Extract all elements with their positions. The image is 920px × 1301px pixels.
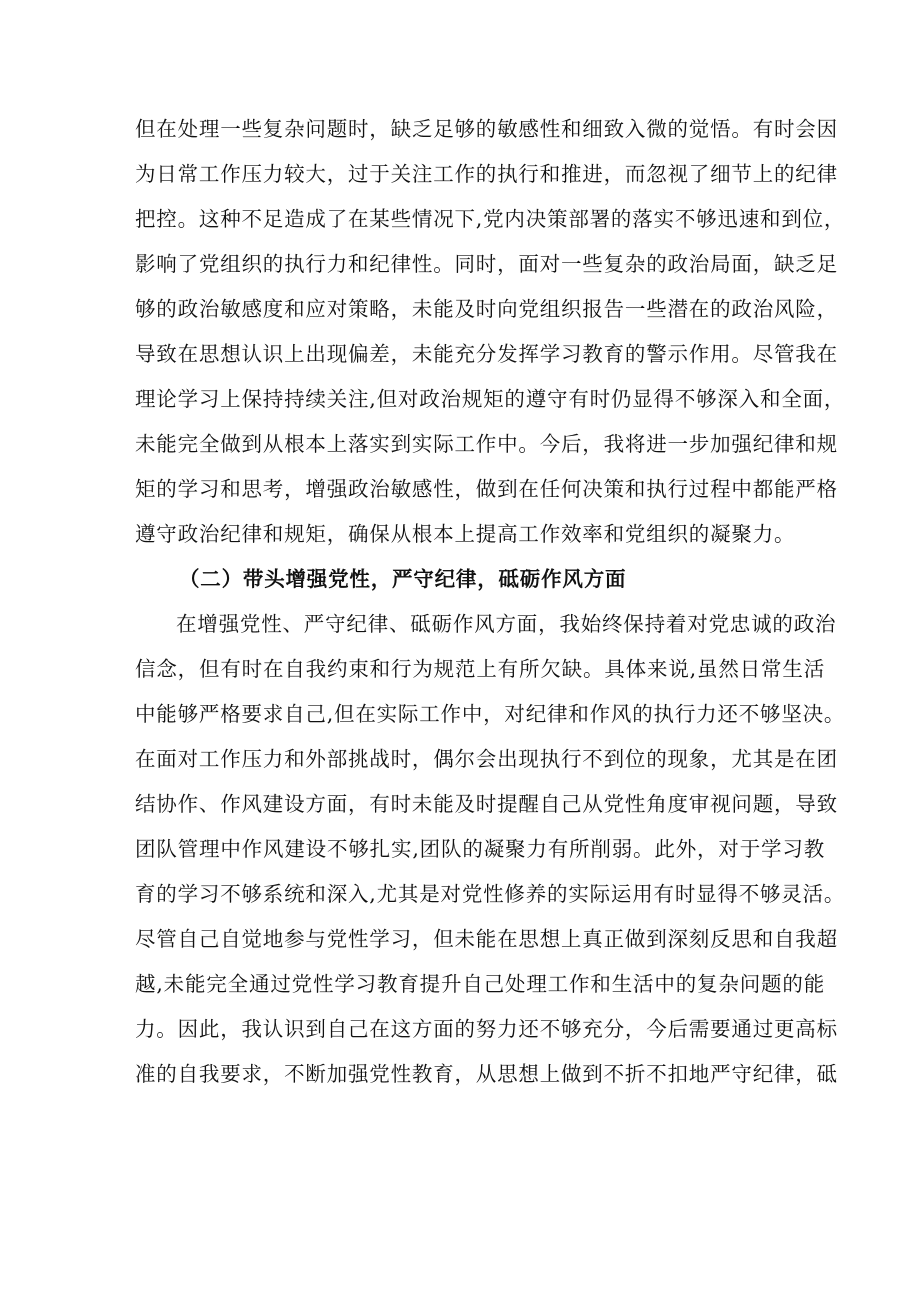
paragraph-line: 结协作、作风建设方面，有时未能及时提醒自己从党性角度审视问题，导致 [135,792,838,816]
paragraph-line: 把控。这种不足造成了在某些情况下,党内决策部署的落实不够迅速和到位， [135,207,846,231]
paragraph-line: 影响了党组织的执行力和纪律性。同时，面对一些复杂的政治局面，缺乏足 [135,252,838,276]
paragraph-line: 理论学习上保持持续关注,但对政治规矩的遵守有时仍显得不够深入和全面， [135,387,846,411]
paragraph-line: 在增强党性、严守纪律、砥砺作风方面，我始终保持着对党忠诚的政治 [176,612,837,636]
paragraph-line: 够的政治敏感度和应对策略，未能及时向党组织报告一些潜在的政治风险， [135,297,838,321]
paragraph-line: 团队管理中作风建设不够扎实,团队的凝聚力有所削弱。此外，对于学习教 [135,837,825,861]
paragraph-line: 为日常工作压力较大，过于关注工作的执行和推进，而忽视了细节上的纪律 [135,162,838,186]
document-body [135,107,846,1097]
section-heading: （二）带头增强党性，严守纪律，砥砺作风方面 [179,567,627,591]
paragraph-line: 尽管自己自觉地参与党性学习，但未能在思想上真正做到深刻反思和自我超 [135,927,838,951]
paragraph-2 [135,602,846,1097]
paragraph-line: 但在处理一些复杂问题时，缺乏足够的敏感性和细致入微的觉悟。有时会因 [135,117,838,141]
paragraph-1 [135,107,846,557]
paragraph-line: 信念，但有时在自我约束和行为规范上有所欠缺。具体来说,虽然日常生活 [135,657,825,681]
paragraph-line: 中能够严格要求自己,但在实际工作中，对纪律和作风的执行力还不够坚决。 [135,702,846,726]
paragraph-line: 在面对工作压力和外部挑战时，偶尔会出现执行不到位的现象，尤其是在团 [135,747,838,771]
paragraph-line: 矩的学习和思考，增强政治敏感性，做到在任何决策和执行过程中都能严格 [135,477,838,501]
paragraph-line: 育的学习不够系统和深入,尤其是对党性修养的实际运用有时显得不够灵活。 [135,882,846,906]
paragraph-line: 越,未能完全通过党性学习教育提升自己处理工作和生活中的复杂问题的能 [135,972,825,996]
paragraph-line: 力。因此，我认识到自己在这方面的努力还不够充分，今后需要通过更高标 [135,1017,838,1041]
paragraph-line: 导致在思想认识上出现偏差，未能充分发挥学习教育的警示作用。尽管我在 [135,342,838,366]
paragraph-line: 遵守政治纪律和规矩，确保从根本上提高工作效率和党组织的凝聚力。 [135,522,796,546]
paragraph-line: 未能完全做到从根本上落实到实际工作中。今后，我将进一步加强纪律和规 [135,432,838,456]
paragraph-line: 准的自我要求，不断加强党性教育，从思想上做到不折不扣地严守纪律，砥 [135,1062,838,1086]
